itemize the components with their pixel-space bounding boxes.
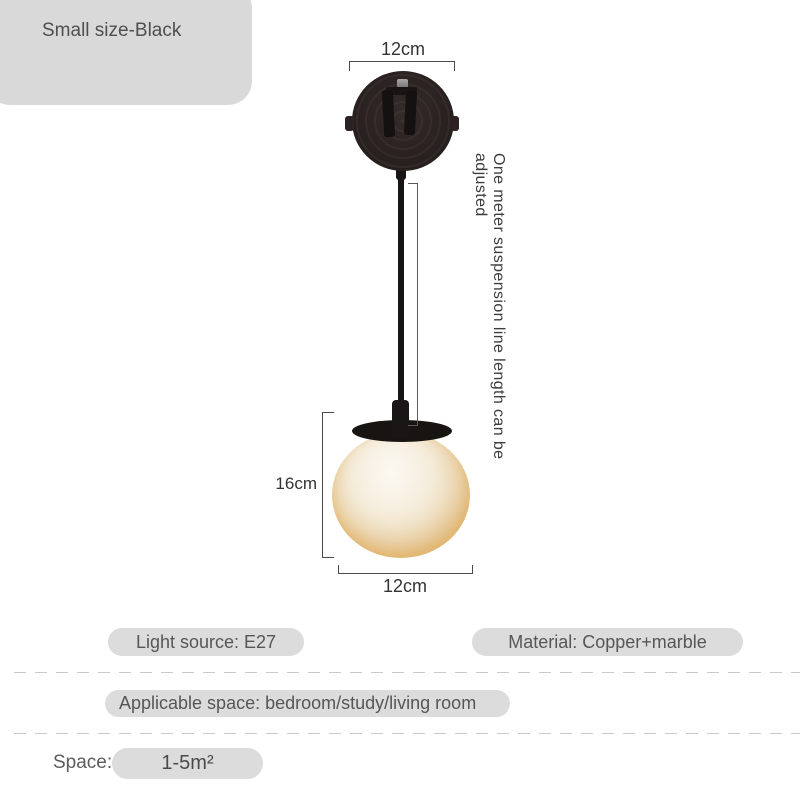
- lamp-socket: [392, 400, 409, 438]
- dim-shade-height-label: 16cm: [275, 474, 317, 493]
- spec-space-value: 1-5m²: [112, 748, 263, 779]
- dim-shade-height-bracket: [322, 412, 334, 558]
- dim-suspension-bracket: [408, 183, 418, 426]
- dim-shade-width-label: 12cm: [382, 576, 427, 596]
- spec-light-source: Light source: E27: [108, 628, 304, 656]
- variant-badge: [0, 0, 252, 105]
- dim-mount-width-bracket: [349, 61, 455, 71]
- space-label: Space:: [53, 752, 113, 773]
- mount-clamp-right: [404, 91, 417, 136]
- mount-screw-tab-left: [345, 116, 354, 131]
- divider-dashed-1: [14, 672, 800, 673]
- mount-screw-tab-right: [451, 116, 459, 131]
- spec-material: Material: Copper+marble: [472, 628, 743, 656]
- dim-shade-width-bracket: [338, 565, 473, 574]
- dim-mount-width-label: 12cm: [380, 39, 425, 59]
- variant-badge-label: Small size-Black: [42, 20, 182, 41]
- marble-lamp-shade: [332, 432, 470, 558]
- spec-applicable-space: Applicable space: bedroom/study/living room: [105, 690, 510, 717]
- suspension-note: One meter suspension line length can be adjusted: [472, 153, 507, 460]
- divider-dashed-2: [14, 733, 800, 734]
